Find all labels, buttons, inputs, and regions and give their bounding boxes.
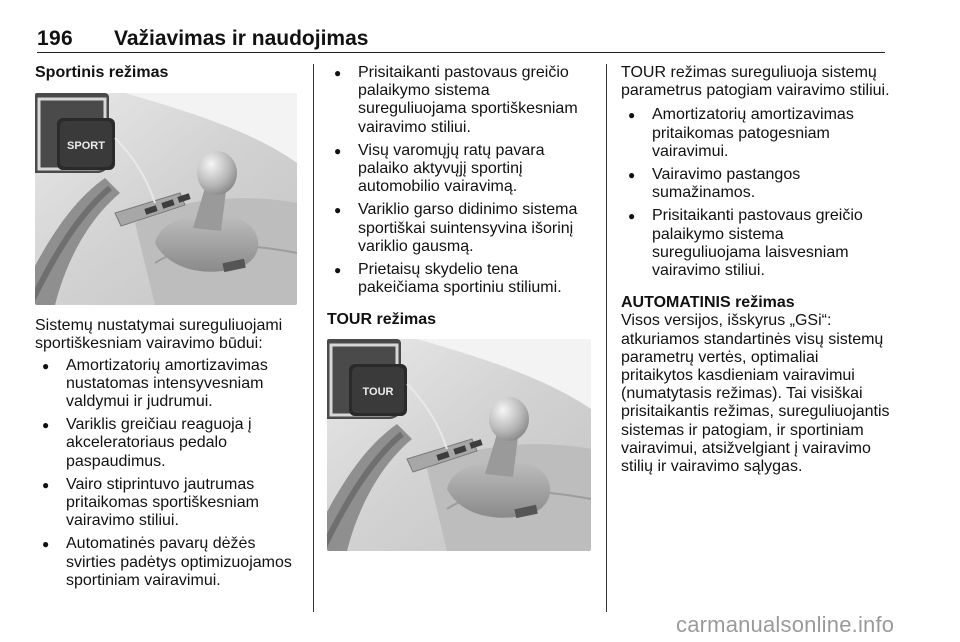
- page-number: 196: [37, 27, 73, 50]
- column-divider: [606, 64, 607, 612]
- sport-button-illustration: [35, 93, 297, 305]
- tour-intro-text: TOUR režimas sureguliuoja sistemų parametrus patogiam vairavimo stiliui.: [621, 64, 890, 100]
- tour-mode-heading: TOUR režimas: [327, 311, 437, 329]
- list-item: ● Amortizatorių amortizavimas nustatomas intensyvesniam valdymui ir judrumui.: [35, 357, 297, 412]
- sport-bullet-list-continued: [327, 64, 593, 297]
- column-middle: [327, 64, 593, 551]
- list-item: ● Visų varomųjų ratų pavara palaiko aktyvųjį sportinį automobilio vairavimą.: [327, 142, 593, 197]
- column-right: [621, 64, 891, 476]
- list-item: ● Automatinės pavarų dėžės svirties padėtys optimizuojamos sportiniam vairavimui.: [35, 535, 297, 590]
- column-left: [35, 64, 297, 590]
- list-item: ● Prisitaikanti pastovaus greičio palaikymo sistema sureguliuojama laisvesniam vairavimo stiliui.: [621, 207, 891, 280]
- page-header: [37, 26, 885, 53]
- list-item: ● Variklis greičiau reaguoja į akceleratoriaus pedalo paspaudimus.: [35, 416, 297, 471]
- automatinis-text: Visos versijos, išskyrus „GSi“: atkuriamos standartinės visų sistemų parametrų vertės, optimaliai pritaikytos kasdieniam vairavimui (numatytasis režimas). Tai visiškai prisitaikantis režimas, sureguliuojantis sistemas ir patogiam, ir sportiniam vairavimui, atsižvelgiant į vairavimo stilių ir vairavimo sąlygas.: [621, 312, 890, 476]
- list-item: ● Vairavimo pastangos sumažinamos.: [621, 166, 891, 202]
- sport-bullet-list: [35, 357, 297, 590]
- list-item: ● Prietaisų skydelio tena pakeičiama sportiniu stiliumi.: [327, 261, 593, 297]
- column-divider: [313, 64, 314, 612]
- watermark: carmanualsonline.info: [676, 612, 895, 637]
- chapter-title: Važiavimas ir naudojimas: [114, 27, 369, 50]
- sport-button-label: SPORT: [67, 140, 105, 153]
- list-item: ● Variklio garso didinimo sistema sportiškai suintensyvina išorinį variklio gausmą.: [327, 201, 593, 256]
- list-item: ● Prisitaikanti pastovaus greičio palaikymo sistema sureguliuojama sportiškesniam vairavimo stiliui.: [327, 64, 593, 137]
- list-item: ● Amortizatorių amortizavimas pritaikomas patogesniam vairavimui.: [621, 106, 891, 161]
- automatinis-mode-heading: AUTOMATINIS režimas: [621, 294, 795, 312]
- sport-intro-text: Sistemų nustatymai sureguliuojami sportiškesniam vairavimo būdui:: [35, 317, 283, 353]
- list-item: ● Vairo stiprintuvo jautrumas pritaikomas sportiškesniam vairavimo stiliui.: [35, 476, 297, 531]
- sport-mode-heading: Sportinis režimas: [35, 64, 169, 81]
- tour-bullet-list: [621, 106, 891, 280]
- tour-button-label: TOUR: [362, 385, 394, 398]
- tour-button-illustration: [327, 339, 591, 551]
